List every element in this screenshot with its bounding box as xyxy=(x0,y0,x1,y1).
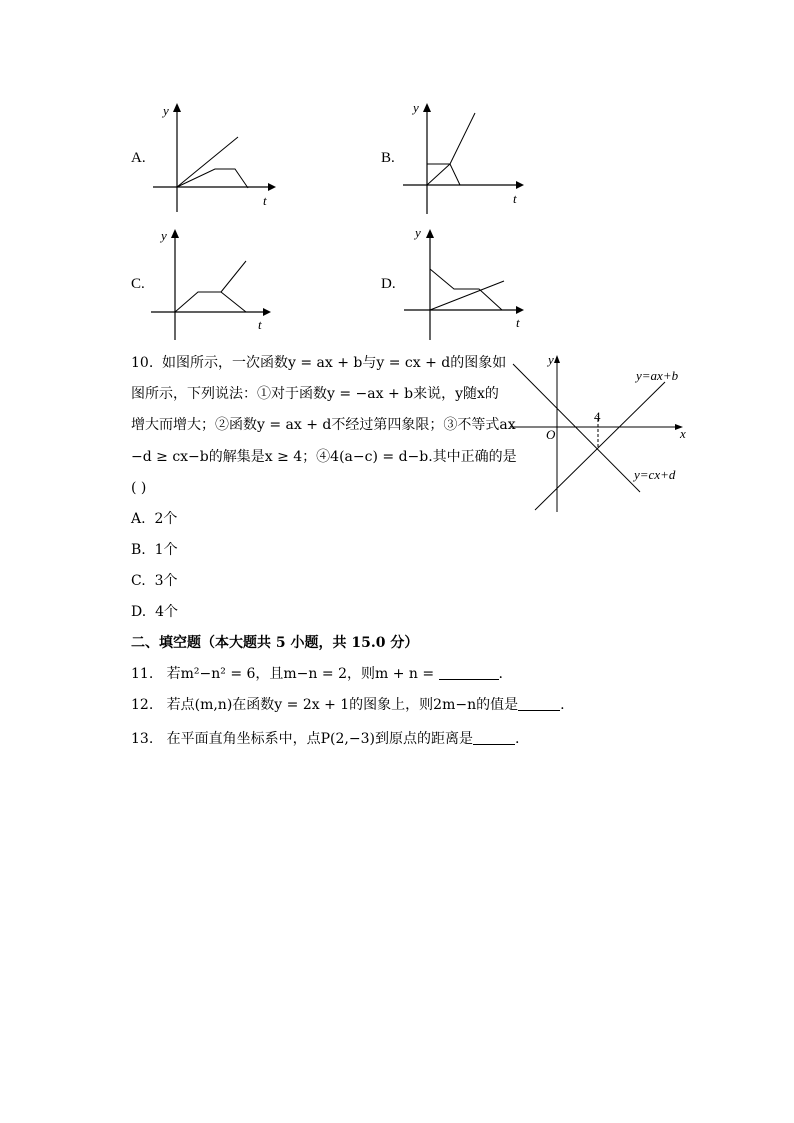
graph-c-y-label: y xyxy=(161,228,167,243)
q10-choice-d[interactable] xyxy=(131,602,178,622)
q10-line2: 图所示，下列说法：①对于函数y = −ax + b来说，y随x的 xyxy=(131,386,499,402)
q10-line4: −d ≥ cx−b的解集是x ≥ 4；④4(a−c) = d−b.其中正确的是 xyxy=(131,449,517,465)
q10-paren: ( ) xyxy=(131,480,147,496)
q10-fig-line1-label: y=ax+b xyxy=(636,368,679,383)
q10-choice-c-letter: C. xyxy=(131,573,146,589)
q13-answer-blank[interactable] xyxy=(473,730,515,745)
q10-fig-line2-label: y=cx+d xyxy=(634,467,676,482)
q10-choice-a-text: 2个 xyxy=(154,511,178,527)
q10-choice-d-letter: D. xyxy=(131,604,147,620)
q12-end: . xyxy=(560,697,565,713)
graph-b-y-label: y xyxy=(413,100,419,115)
graph-a xyxy=(150,100,280,215)
graph-a-y-label: y xyxy=(163,103,169,118)
q10-choice-b-text: 1个 xyxy=(154,542,178,558)
q10-choice-d-text: 4个 xyxy=(155,604,179,620)
q11-answer-blank[interactable] xyxy=(439,665,499,680)
q13-end: . xyxy=(514,731,520,747)
option-c-letter: C. xyxy=(131,276,145,292)
graph-a-t-label: t xyxy=(263,193,267,208)
q13-text: 在平面直角坐标系中，点P(2,−3)到原点的距离是 xyxy=(166,731,473,747)
q10-choice-c[interactable] xyxy=(131,571,178,591)
q10-line3: 增大而增大；②函数y = ax + d不经过第四象限；③不等式ax xyxy=(131,417,516,433)
option-b-letter: B. xyxy=(381,150,395,166)
option-a-letter: A. xyxy=(131,150,146,166)
q12-text: 若点(m,n)在函数y = 2x + 1的图象上，则2m−n的值是 xyxy=(166,697,519,713)
q13 xyxy=(131,729,519,749)
q13-number: 13. xyxy=(131,731,154,747)
q10-choice-c-text: 3个 xyxy=(154,573,178,589)
q11 xyxy=(131,664,503,684)
q10-fig-tick-label: 4 xyxy=(594,409,601,424)
graph-b-t-label: t xyxy=(513,191,517,206)
q10-line1: 如图所示，一次函数y = ax + b与y = cx + d的图象如 xyxy=(162,355,507,371)
option-d-letter: D. xyxy=(381,276,396,292)
q11-number: 11. xyxy=(131,666,154,682)
q12-answer-blank[interactable] xyxy=(518,696,560,711)
q10-choice-a-letter: A. xyxy=(131,511,146,527)
q10-number: 10. xyxy=(131,355,154,371)
q12-number: 12. xyxy=(131,697,154,713)
q12 xyxy=(131,695,565,715)
graph-d xyxy=(404,226,534,341)
q10-fig-x-label: x xyxy=(680,426,686,441)
q10-choice-b[interactable] xyxy=(131,540,178,560)
graph-d-y-label: y xyxy=(415,225,421,240)
q10-choice-a[interactable] xyxy=(131,509,177,529)
graph-d-t-label: t xyxy=(516,315,520,330)
q11-text: 若m²−n² = 6，且m−n = 2，则m + n = xyxy=(166,666,435,682)
graph-c-t-label: t xyxy=(258,317,262,332)
graph-b xyxy=(400,100,530,215)
section-2-title: 二、填空题（本大题共 5 小题，共 15.0 分） xyxy=(131,635,419,651)
q10-choice-b-letter: B. xyxy=(131,542,146,558)
q11-end: . xyxy=(498,666,503,682)
q10-fig-origin-label: O xyxy=(546,427,556,442)
q10-fig-y-label: y xyxy=(548,352,554,367)
